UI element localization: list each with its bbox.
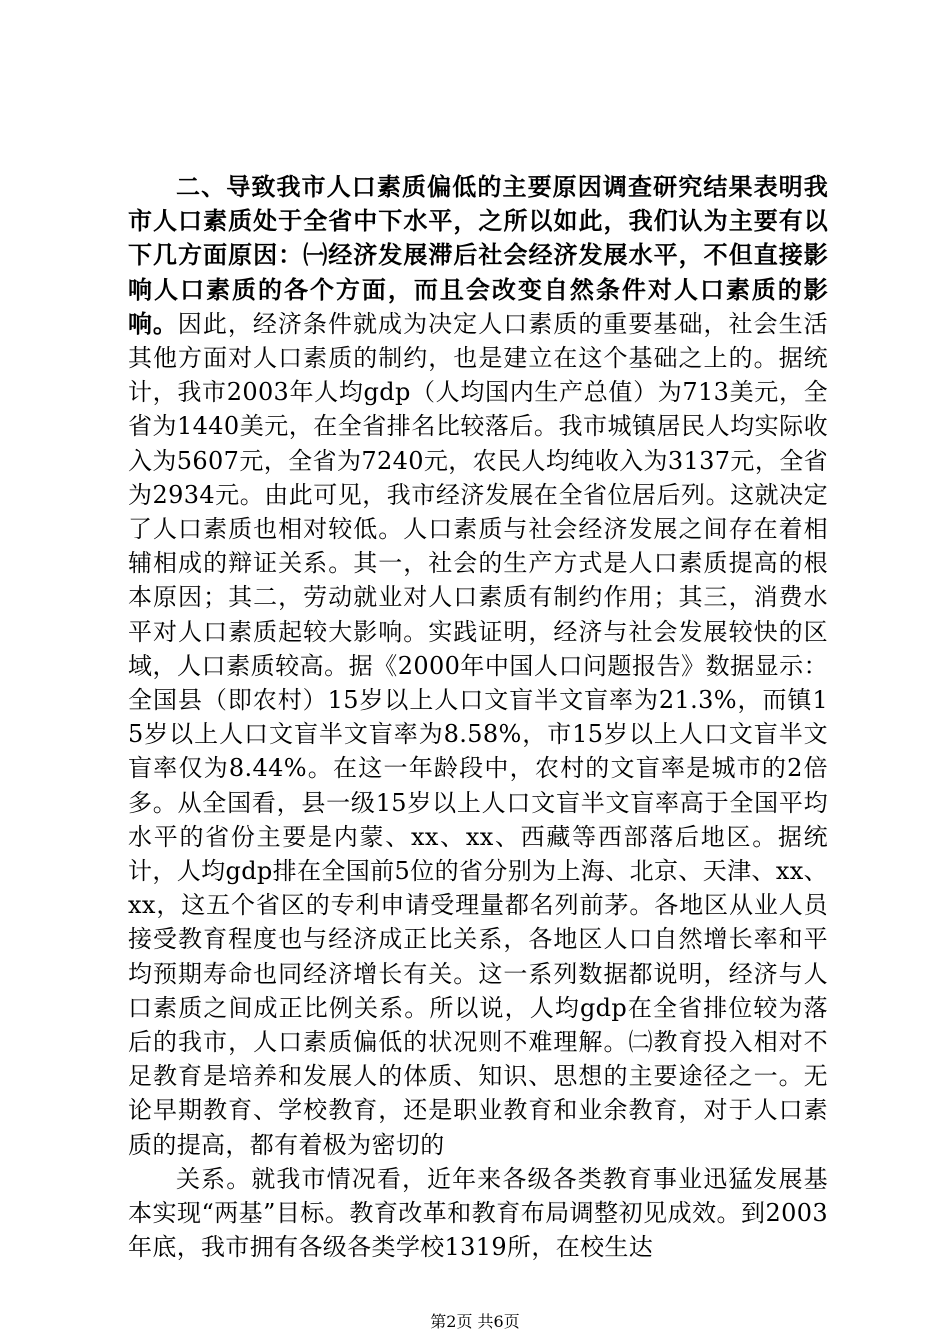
section-heading-text: 二、导致我市人口素质偏低的主要原因调查研究结果表明我市人口素质处于全省中下水平，之所以如此，我们认为主要有以下几方面原因：㈠经济发展滞后社会经济发展水平，不但直接影响人口素质的各个方面，而且会改变自然条件对人口素质的影响。 (128, 173, 828, 338)
page-footer: 第2页 共6页 (430, 1312, 520, 1331)
document-body (128, 170, 828, 1265)
body-text: 因此，经济条件就成为决定人口素质的重要基础，社会生活其他方面对人口素质的制约，也是建立在这个基础之上的。据统计，我市2003年人均gdp（人均国内生产总值）为713美元，全省为1440美元，在全省排名比较落后。我市城镇居民人均实际收入为5607元，全省为7240元，农民人均纯收入为3137元，全省为2934元。由此可见，我市经济发展在全省位居后列。这就决定了人口素质也相对较低。人口素质与社会经济发展之间存在着相辅相成的辩证关系。其一，社会的生产方式是人口素质提高的根本原因；其二，劳动就业对人口素质有制约作用；其三，消费水平对人口素质起较大影响。实践证明，经济与社会发展较快的区域，人口素质较高。据《2000年中国人口问题报告》数据显示：全国县（即农村）15岁以上人口文盲半文盲率为21.3%，而镇15岁以上人口文盲半文盲率为8.58%，市15岁以上人口文盲半文盲率仅为8.44%。在这一年龄段中，农村的文盲率是城市的2倍多。从全国看，县一级15岁以上人口文盲半文盲率高于全国平均水平的省份主要是内蒙、xx、xx、西藏等西部落后地区。据统计，人均gdp排在全国前5位的省分别为上海、北京、天津、xx、xx，这五个省区的专利申请受理量都名列前茅。各地区从业人员接受教育程度也与经济成正比关系，各地区人口自然增长率和平均预期寿命也同经济增长有关。这一系列数据都说明，经济与人口素质之间成正比例关系。所以说，人均gdp在全省排位较为落后的我市，人口素质偏低的状况则不难理解。㈡教育投入相对不足教育是培养和发展人的体质、知识、思想的主要途径之一。无论早期教育、学校教育，还是职业教育和业余教育，对于人口素质的提高，都有着极为密切的 (128, 309, 828, 1159)
paragraph-2: 关系。就我市情况看，近年来各级各类教育事业迅猛发展基本实现“两基”目标。教育改革和教育布局调整初见成效。到2003年底，我市拥有各级各类学校1319所，在校生达 (128, 1164, 828, 1262)
paragraph-1 (128, 170, 828, 1162)
